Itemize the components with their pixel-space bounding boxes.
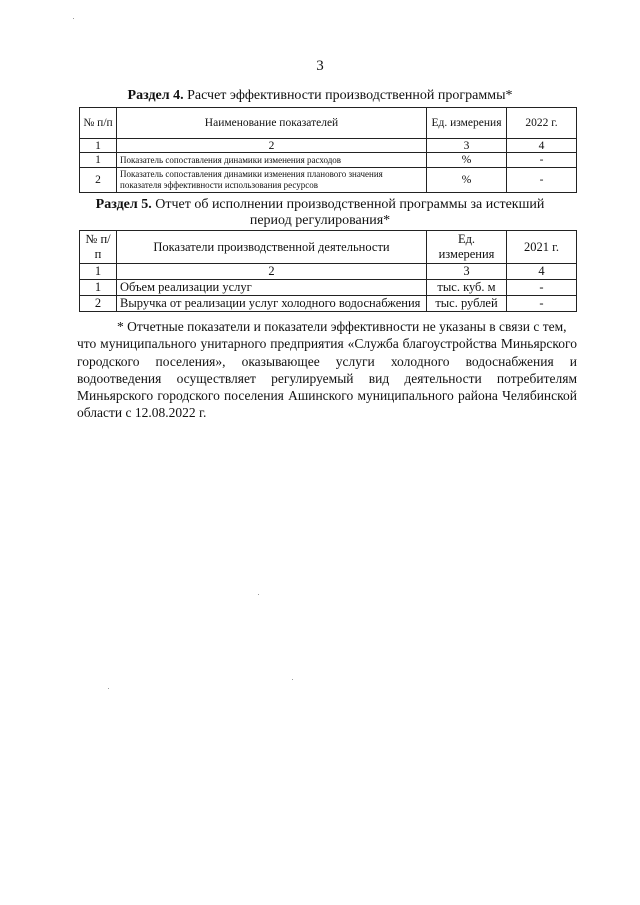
- value-cell: -: [507, 280, 577, 296]
- unit-cell: тыс. рублей: [427, 296, 507, 312]
- column-number: 4: [507, 139, 577, 153]
- section-4-table: [79, 107, 577, 193]
- value-cell: -: [507, 153, 577, 168]
- column-number: 1: [80, 139, 117, 153]
- unit-cell: %: [427, 153, 507, 168]
- column-number: 4: [507, 264, 577, 280]
- scan-speck: [292, 679, 293, 680]
- section-5-heading: [0, 197, 640, 229]
- row-number: 1: [80, 280, 117, 296]
- header-cell: Наименование показателей: [117, 108, 427, 139]
- indicator-name: Показатель сопоставления динамики изменения планового значения показателя эффективности использования ресурсов: [117, 168, 427, 193]
- table-header-row: [80, 231, 577, 264]
- column-number-row: [80, 139, 577, 153]
- table-header-row: [80, 108, 577, 139]
- section-5-title-line1: Отчет об исполнении производственной программы за истекший: [155, 197, 545, 212]
- column-number: 3: [427, 139, 507, 153]
- indicator-name: Объем реализации услуг: [117, 280, 427, 296]
- row-number: 1: [80, 153, 117, 168]
- header-cell: 2022 г.: [507, 108, 577, 139]
- column-number-row: [80, 264, 577, 280]
- table-row: [80, 296, 577, 312]
- header-cell: Ед. измерения: [427, 231, 507, 264]
- column-number: 3: [427, 264, 507, 280]
- footnote: [77, 318, 577, 422]
- section-5-table: [79, 230, 577, 312]
- value-cell: -: [507, 296, 577, 312]
- page-number: 3: [316, 58, 324, 74]
- footnote-first-line: * Отчетные показатели и показатели эффективности не указаны в связи с тем,: [117, 319, 567, 334]
- table-row: [80, 280, 577, 296]
- unit-cell: %: [427, 168, 507, 193]
- header-cell: Показатели производственной деятельности: [117, 231, 427, 264]
- table-row: [80, 153, 577, 168]
- table-row: [80, 168, 577, 193]
- scan-speck: [108, 688, 109, 689]
- scan-speck: [258, 594, 259, 595]
- unit-cell: тыс. куб. м: [427, 280, 507, 296]
- header-cell: 2021 г.: [507, 231, 577, 264]
- scan-speck: [73, 18, 74, 19]
- section-4-title: Расчет эффективности производственной программы*: [187, 88, 513, 103]
- section-5-title-line2: период регулирования*: [249, 213, 391, 228]
- column-number: 2: [117, 139, 427, 153]
- section-4-label: Раздел 4.: [127, 88, 184, 103]
- value-cell: -: [507, 168, 577, 193]
- indicator-name: Показатель сопоставления динамики изменения расходов: [117, 153, 427, 168]
- column-number: 1: [80, 264, 117, 280]
- section-4-heading: [0, 88, 640, 104]
- header-cell: № п/п: [80, 108, 117, 139]
- row-number: 2: [80, 168, 117, 193]
- column-number: 2: [117, 264, 427, 280]
- header-cell: Ед. измерения: [427, 108, 507, 139]
- indicator-name: Выручка от реализации услуг холодного водоснабжения: [117, 296, 427, 312]
- footnote-body: что муниципального унитарного предприятия «Служба благоустройства Миньярского городского поселения», оказывающее услуги холодного водоснабжения и водоотведения осуществляет регулируемый вид деятельности потребителям Миньярского городского поселения Ашинского муниципального района Челябинской области с 12.08.2022 г.: [77, 336, 577, 421]
- row-number: 2: [80, 296, 117, 312]
- section-5-label: Раздел 5.: [95, 197, 152, 212]
- header-cell: № п/п: [80, 231, 117, 264]
